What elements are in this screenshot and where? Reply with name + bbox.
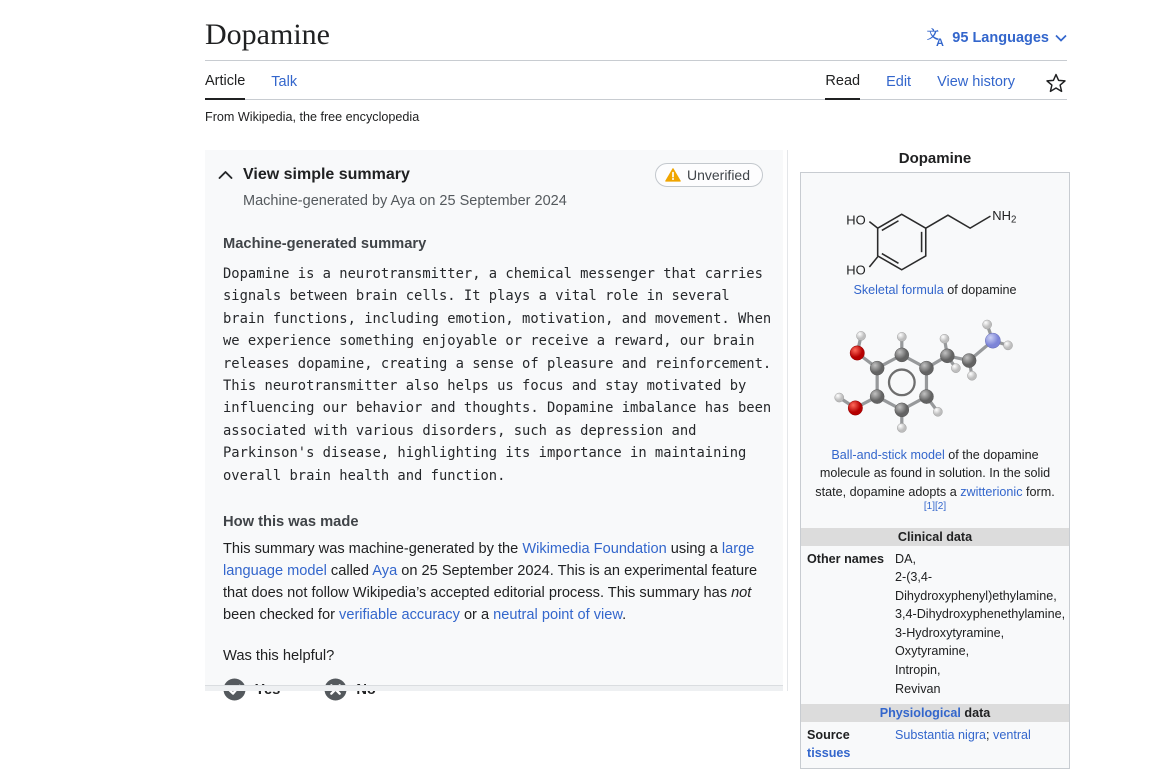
panel-bottom-divider [205,685,783,691]
page-title: Dopamine [205,18,330,51]
source-tissues-value: Substantia nigra; ventral [895,728,1031,743]
infobox-body [800,172,1070,769]
article-header [205,0,1067,124]
svg-text:文: 文 [927,27,940,42]
ball-and-stick-image[interactable] [801,308,1069,444]
languages-label: 95 Languages [952,29,1049,46]
clinical-data-header: Clinical data [801,528,1069,546]
simple-summary-panel [205,150,783,691]
infobox-title: Dopamine [898,150,972,167]
feedback-question: Was this helpful? [223,648,335,665]
ball-and-stick-caption: Ball-and-stick model of the dopamine molecule as found in solution. In the solid state, dopamine adopts a zwitterionic form.[1][2] [815,447,1055,512]
summary-toggle-row [218,163,763,187]
svg-text:HO: HO [846,212,866,228]
svg-text:NH2: $NH_2$ [992,207,1017,226]
tab-view-history[interactable]: View history [937,74,1015,90]
source-tissues-label: Source tissues [807,728,851,761]
source-tissues-row [801,722,1069,768]
other-names-row [801,546,1069,705]
title-row [205,16,1067,61]
skeletal-caption: Skeletal formula of dopamine [853,283,1017,297]
warning-icon [665,168,681,182]
collapse-chevron-icon[interactable] [218,170,233,180]
summary-attribution: Machine-generated by Aya on 25 September 2024 [243,193,567,209]
drug-infobox [800,150,1070,769]
summary-toggle-label[interactable]: View simple summary [243,166,410,183]
column-divider [787,150,788,691]
unverified-badge [655,163,763,187]
svg-text:A: A [936,37,945,50]
other-names-label: Other names [807,551,884,566]
summary-heading: Machine-generated summary [223,236,427,252]
translate-icon [925,27,946,48]
tab-talk[interactable]: Talk [271,74,298,90]
tab-read[interactable]: Read [825,73,860,100]
namespace-tabs [205,73,297,99]
view-tabs [825,72,1067,99]
other-names-value: DA, 2-(3,4-Dihydroxyphenyl)ethylamine, 3,4-Dihydroxyphenethylamine, 3-Hydroxytyramine, Oxytyramine, Intropin, Revivan [895,551,1066,696]
tab-article[interactable]: Article [205,73,245,100]
unverified-badge-label: Unverified [686,167,750,183]
tab-edit[interactable]: Edit [886,74,912,90]
languages-button[interactable] [925,27,1067,48]
site-tagline: From Wikipedia, the free encyclopedia [205,110,420,124]
chevron-down-icon [1055,34,1067,42]
how-paragraph: This summary was machine-generated by the Wikimedia Foundation using a large language model called Aya on 25 September 2024. This is an experimental feature that does not follow Wikipedia’s accepted editorial process. This summary has not been checked for verifiable accuracy or a neutral point of view. [223,541,758,624]
physiological-data-header: Physiological data [801,704,1069,722]
summary-text: Dopamine is a neurotransmitter, a chemical messenger that carries signals between brain cells. It plays a vital role in several brain functions, including emotion, motivation, and movement. When we experience something enjoyable or receive a reward, our brain releases dopamine, creating a sense of pleasure and reinforcement. This neurotransmitter also helps us focus and stay motivated by influencing our behavior and thoughts. Dopamine imbalance has been associated with various disorders, such as depression and Parkinson's disease, highlighting its importance in maintaining overall brain health and function. [223,266,772,484]
how-heading: How this was made [223,514,359,531]
skeletal-formula-image[interactable] [801,173,1069,279]
svg-text:HO: HO [846,262,866,278]
tabs-row [205,61,1067,100]
watchlist-star-icon[interactable] [1045,72,1067,99]
